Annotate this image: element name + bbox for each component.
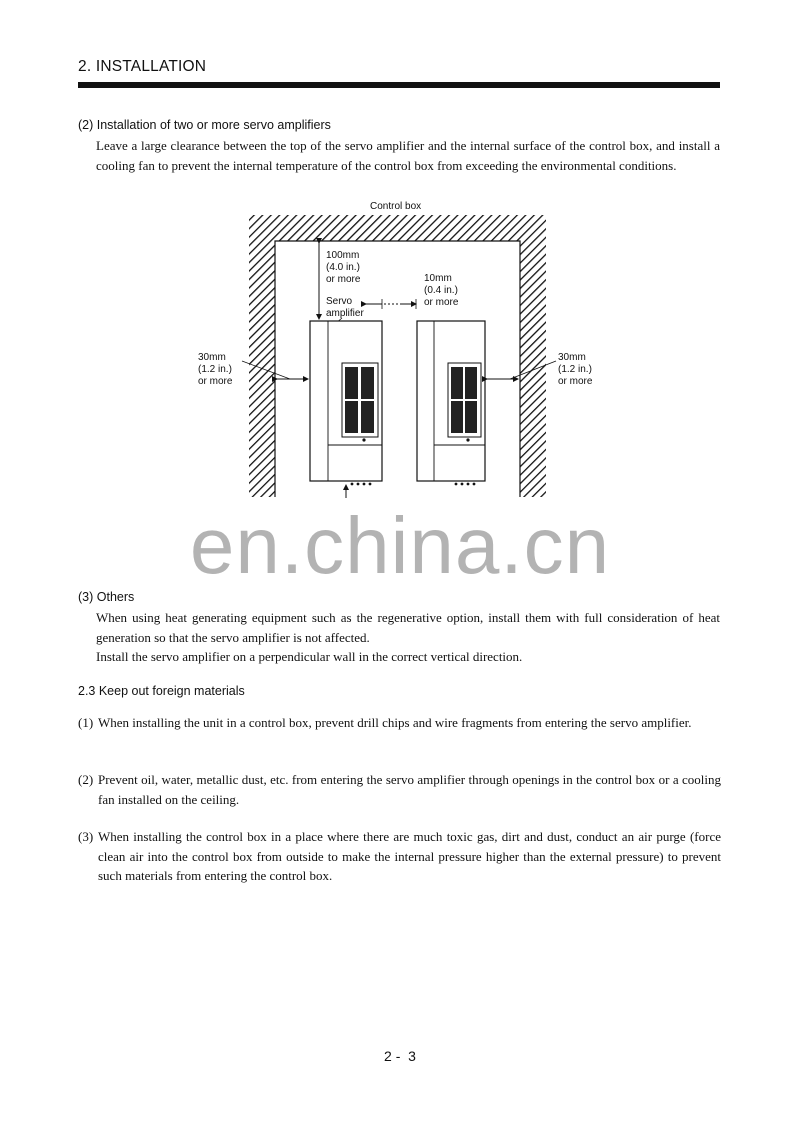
list-item-text: When installing the unit in a control box, prevent drill chips and wire fragments from entering the servo amplifier. <box>98 715 692 730</box>
list-item-number: (3) <box>78 829 94 844</box>
page-number: 2 - 3 <box>384 1048 416 1064</box>
control-box-label: Control box <box>370 201 422 212</box>
list-item <box>78 770 721 809</box>
installation-diagram <box>180 195 620 505</box>
between-clearance-value: 10mm <box>424 273 452 284</box>
section-3-heading: (3) Others <box>78 590 135 604</box>
top-clearance-note: or more <box>326 274 361 285</box>
chapter-rule <box>78 82 720 88</box>
between-clearance-note: or more <box>424 297 459 308</box>
section-3-paragraph-2: Install the servo amplifier on a perpendicular wall in the correct vertical direction. <box>96 649 523 664</box>
right-clearance-inch: (1.2 in.) <box>558 364 592 375</box>
amplifier-label-line1: Servo <box>326 296 353 307</box>
left-clearance-value: 30mm <box>198 352 226 363</box>
watermark: en.china.cn <box>189 501 611 590</box>
list-item-number: (1) <box>78 715 94 730</box>
right-clearance-note: or more <box>558 376 593 387</box>
section-2-paragraph: Leave a large clearance between the top of the servo amplifier and the internal surface of the control box, and install a cooling fan to prevent the internal temperature of the control box from exceeding the environmental conditions. <box>96 138 720 173</box>
list-item <box>78 713 721 733</box>
section-2-3-heading: 2.3 Keep out foreign materials <box>78 684 245 698</box>
servo-amplifier-1 <box>310 321 382 498</box>
section-2-heading: (2) Installation of two or more servo amplifiers <box>78 118 331 132</box>
control-box-left-wall <box>249 215 275 497</box>
control-box-top-wall <box>249 215 546 241</box>
list-item <box>78 827 721 886</box>
left-clearance-note: or more <box>198 376 233 387</box>
amplifier-label-line2: amplifier <box>326 308 364 319</box>
section-3-paragraph-1: When using heat generating equipment such as the regenerative option, install them with full consideration of heat generation so that the servo amplifier is not affected. <box>96 610 720 645</box>
left-clearance-inch: (1.2 in.) <box>198 364 232 375</box>
top-clearance-inch: (4.0 in.) <box>326 262 360 273</box>
section-3-body <box>96 608 720 667</box>
chapter-title: 2. INSTALLATION <box>78 58 207 75</box>
between-clearance-inch: (0.4 in.) <box>424 285 458 296</box>
top-clearance-value: 100mm <box>326 250 360 261</box>
list-item-text: Prevent oil, water, metallic dust, etc. from entering the servo amplifier through openings in the control box or a cooling fan installed on the ceiling. <box>98 772 721 807</box>
servo-amplifier-2 <box>417 321 485 485</box>
list-item-text: When installing the control box in a place where there are much toxic gas, dirt and dust, conduct an air purge (force clean air into the control box from outside to make the internal pressure higher than the external pressure) to prevent such materials from entering the control box. <box>98 829 721 883</box>
right-clearance-value: 30mm <box>558 352 586 363</box>
control-box-right-wall <box>520 215 546 497</box>
list-item-number: (2) <box>78 772 94 787</box>
